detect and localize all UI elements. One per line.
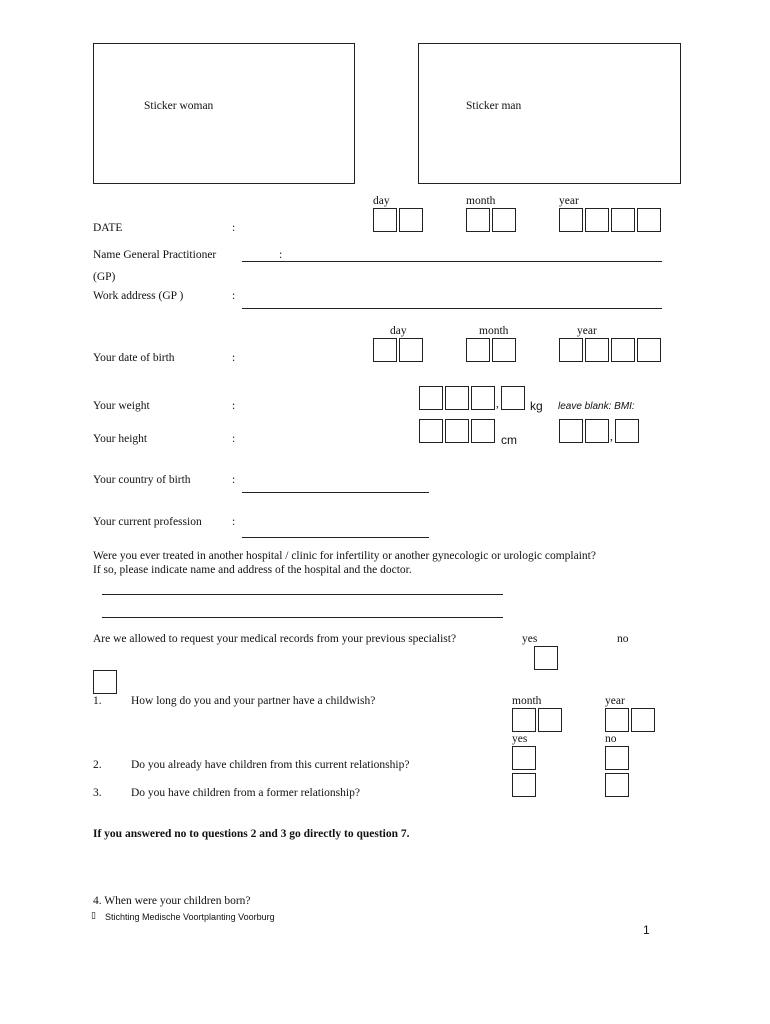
gp-name-field-line[interactable] xyxy=(242,261,662,262)
birth-month-header: month xyxy=(479,325,509,337)
bmi-box-2[interactable] xyxy=(585,419,609,443)
birth-year-box-1[interactable] xyxy=(559,338,583,362)
treated-field-line-2[interactable] xyxy=(102,617,503,618)
height-colon: : xyxy=(232,433,236,445)
gp-work-label: Work address (GP ) xyxy=(93,290,184,302)
weight-box-decimal[interactable] xyxy=(501,386,525,410)
birth-day-box-1[interactable] xyxy=(373,338,397,362)
country-label: Your country of birth xyxy=(93,474,191,486)
gp-work-colon: : xyxy=(232,290,236,302)
profession-field-line[interactable] xyxy=(242,537,429,538)
date-day-box-2[interactable] xyxy=(399,208,423,232)
birth-day-box-2[interactable] xyxy=(399,338,423,362)
birth-day-header: day xyxy=(390,325,407,337)
q4-text: 4. When were your children born? xyxy=(93,895,251,907)
no-header: no xyxy=(605,733,617,745)
bmi-box-decimal[interactable] xyxy=(615,419,639,443)
weight-box-1[interactable] xyxy=(419,386,443,410)
treated-question-line2: If so, please indicate name and address of the hospital and the doctor. xyxy=(93,564,412,576)
country-colon: : xyxy=(232,474,236,486)
bmi-box-1[interactable] xyxy=(559,419,583,443)
birth-month-box-2[interactable] xyxy=(492,338,516,362)
date-year-box-1[interactable] xyxy=(559,208,583,232)
treated-field-line-1[interactable] xyxy=(102,594,503,595)
birth-label: Your date of birth xyxy=(93,352,175,364)
date-month-box-2[interactable] xyxy=(492,208,516,232)
q1-month-box-1[interactable] xyxy=(512,708,536,732)
records-question: Are we allowed to request your medical records from your previous specialist? xyxy=(93,633,457,645)
height-box-1[interactable] xyxy=(419,419,443,443)
q1-year-header: year xyxy=(605,695,625,707)
height-box-2[interactable] xyxy=(445,419,469,443)
q2-number: 2. xyxy=(93,759,102,771)
date-day-header: day xyxy=(373,195,390,207)
date-month-box-1[interactable] xyxy=(466,208,490,232)
skip-instruction: If you answered no to questions 2 and 3 go directly to question 7. xyxy=(93,828,410,840)
weight-box-2[interactable] xyxy=(445,386,469,410)
height-unit: cm xyxy=(501,433,517,447)
q1-month-header: month xyxy=(512,695,542,707)
weight-label: Your weight xyxy=(93,400,150,412)
gp-name-label: Name General Practitioner xyxy=(93,249,217,261)
gp-name-colon: : xyxy=(279,249,283,261)
profession-label: Your current profession xyxy=(93,516,202,528)
bmi-decimal-comma: , xyxy=(610,431,613,443)
footer-organization: Stichting Medische Voortplanting Voorburg xyxy=(105,912,275,922)
weight-decimal-comma: , xyxy=(496,398,499,410)
q1-year-box-2[interactable] xyxy=(631,708,655,732)
bmi-note: leave blank: BMI: xyxy=(558,401,635,412)
records-no-checkbox[interactable] xyxy=(93,670,117,694)
records-yes-checkbox[interactable] xyxy=(534,646,558,670)
q2-yes-checkbox[interactable] xyxy=(512,746,536,770)
q3-number: 3. xyxy=(93,787,102,799)
weight-colon: : xyxy=(232,400,236,412)
yes-header: yes xyxy=(512,733,528,745)
page-number: 1 xyxy=(643,923,650,937)
date-year-box-3[interactable] xyxy=(611,208,635,232)
height-label: Your height xyxy=(93,433,148,445)
weight-unit: kg xyxy=(530,399,543,413)
sticker-man-box[interactable] xyxy=(418,43,681,184)
q3-text: Do you have children from a former relationship? xyxy=(131,787,360,799)
gp-label-suffix: (GP) xyxy=(93,271,116,283)
height-box-3[interactable] xyxy=(471,419,495,443)
birth-colon: : xyxy=(232,352,236,364)
weight-box-3[interactable] xyxy=(471,386,495,410)
q1-month-box-2[interactable] xyxy=(538,708,562,732)
records-yes-label: yes xyxy=(522,633,538,645)
footer-symbol: ▯ xyxy=(91,910,96,920)
q1-text: How long do you and your partner have a childwish? xyxy=(131,695,376,707)
date-year-box-2[interactable] xyxy=(585,208,609,232)
q2-no-checkbox[interactable] xyxy=(605,746,629,770)
date-year-box-4[interactable] xyxy=(637,208,661,232)
birth-month-box-1[interactable] xyxy=(466,338,490,362)
birth-year-box-3[interactable] xyxy=(611,338,635,362)
q3-no-checkbox[interactable] xyxy=(605,773,629,797)
date-day-box-1[interactable] xyxy=(373,208,397,232)
birth-year-box-4[interactable] xyxy=(637,338,661,362)
date-month-header: month xyxy=(466,195,496,207)
q3-yes-checkbox[interactable] xyxy=(512,773,536,797)
sticker-woman-box[interactable] xyxy=(93,43,355,184)
sticker-woman-label: Sticker woman xyxy=(144,100,214,112)
country-field-line[interactable] xyxy=(242,492,429,493)
q1-number: 1. xyxy=(93,695,102,707)
q1-year-box-1[interactable] xyxy=(605,708,629,732)
date-colon: : xyxy=(232,222,236,234)
date-label: DATE xyxy=(93,222,123,234)
birth-year-box-2[interactable] xyxy=(585,338,609,362)
records-no-label: no xyxy=(617,633,629,645)
treated-question-line1: Were you ever treated in another hospital / clinic for infertility or another gynecologic or urologic complaint? xyxy=(93,550,596,562)
q2-text: Do you already have children from this current relationship? xyxy=(131,759,410,771)
profession-colon: : xyxy=(232,516,236,528)
gp-work-field-line[interactable] xyxy=(242,308,662,309)
date-year-header: year xyxy=(559,195,579,207)
sticker-man-label: Sticker man xyxy=(466,100,522,112)
birth-year-header: year xyxy=(577,325,597,337)
